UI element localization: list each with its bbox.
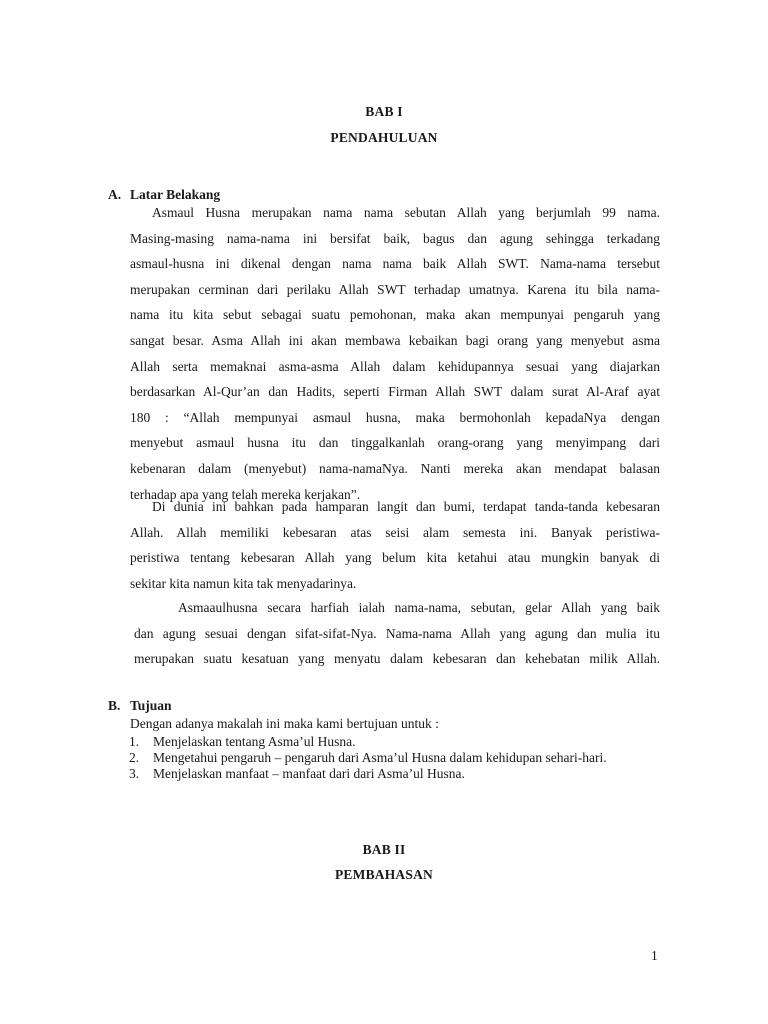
chapter-title: PEMBAHASAN — [334, 867, 433, 882]
list-item — [129, 749, 607, 767]
section-a-title: Latar Belakang — [130, 187, 221, 202]
chapter-number: BAB II — [362, 842, 406, 857]
paragraph-line: merupakan cerminan dari perilaku Allah SWT terhadap umatnya. Karena itu bila nama- — [130, 281, 660, 297]
section-a-letter: A. — [108, 187, 122, 202]
paragraph-line: sangat besar. Asma Allah ini akan membawa kebaikan bagi orang yang menyebut asma — [130, 332, 660, 348]
paragraph-line: kebenaran dalam (menyebut) nama-namaNya. Nanti mereka akan mendapat balasan — [130, 460, 660, 476]
paragraph-line: Di dunia ini bahkan pada hamparan langit dan bumi, terdapat tanda-tanda kebesaran — [152, 499, 660, 514]
list-item-text: Mengetahui pengaruh – pengaruh dari Asma’ul Husna dalam kehidupan sehari-hari. — [153, 750, 607, 765]
paragraph-line: Masing-masing nama-nama ini bersifat baik, bagus dan agung sehingga terkadang — [130, 230, 660, 246]
paragraph-line: peristiwa tentang kebesaran Allah yang belum kita ketahui atau mungkin banyak di — [130, 550, 660, 566]
section-b-letter: B. — [108, 698, 121, 713]
chapter-title: PENDAHULUAN — [330, 130, 438, 145]
paragraph-line: berdasarkan Al-Qur’an dan Hadits, seperti Firman Allah SWT dalam surat Al-Araf ayat — [130, 384, 660, 400]
paragraph-line: menyebut asmaul husna itu dan tinggalkanlah orang-orang yang menyimpang dari — [130, 435, 660, 451]
paragraph-line: Allah serta memaknai asma-asma Allah dalam kehidupannya sesuai yang diajarkan — [130, 358, 660, 374]
paragraph-2 — [130, 494, 660, 596]
paragraph-line: Allah. Allah memiliki kebesaran atas seisi alam semesta ini. Banyak peristiwa- — [130, 524, 660, 540]
paragraph-line: Asmaul Husna merupakan nama nama sebutan Allah yang berjumlah 99 nama. — [152, 205, 660, 220]
list-item-number: 1. — [129, 734, 140, 749]
paragraph-line: asmaul-husna ini dikenal dengan nama nama baik Allah SWT. Nama-nama tersebut — [130, 256, 660, 272]
paragraph-3 — [134, 595, 660, 672]
list-item-text: Menjelaskan manfaat – manfaat dari dari Asma’ul Husna. — [153, 766, 465, 781]
paragraph-line: sekitar kita namun kita tak menyadarinya. — [130, 575, 357, 591]
list-item-number: 3. — [129, 766, 140, 781]
list-item — [129, 765, 465, 783]
objectives-intro: Dengan adanya makalah ini maka kami bertujuan untuk : — [130, 716, 439, 731]
paragraph-1 — [130, 200, 660, 507]
page-number: 1 — [651, 948, 658, 963]
paragraph-line: nama itu kita sebut sebagai suatu pemohonan, maka akan mempunyai pengaruh yang — [130, 307, 660, 323]
paragraph-line: terhadap apa yang telah mereka kerjakan”. — [130, 486, 361, 502]
paragraph-line: 180 : “Allah mempunyai asmaul husna, maka bermohonlah kepadaNya dengan — [130, 409, 660, 425]
list-item — [129, 733, 355, 751]
paragraph-line: Asmaaulhusna secara harfiah ialah nama-nama, sebutan, gelar Allah yang baik — [178, 600, 660, 615]
list-item-text: Menjelaskan tentang Asma’ul Husna. — [153, 734, 356, 749]
paragraph-line: dan agung sesuai dengan sifat-sifat-Nya. Nama-nama Allah yang agung dan mulia itu — [134, 625, 660, 641]
paragraph-line: merupakan suatu kesatuan yang menyatu dalam kebesaran dan kehebatan milik Allah. — [134, 651, 660, 667]
section-b-title: Tujuan — [130, 698, 172, 713]
chapter-number: BAB I — [365, 104, 403, 119]
list-item-number: 2. — [129, 750, 140, 765]
section-b-heading — [108, 698, 172, 714]
